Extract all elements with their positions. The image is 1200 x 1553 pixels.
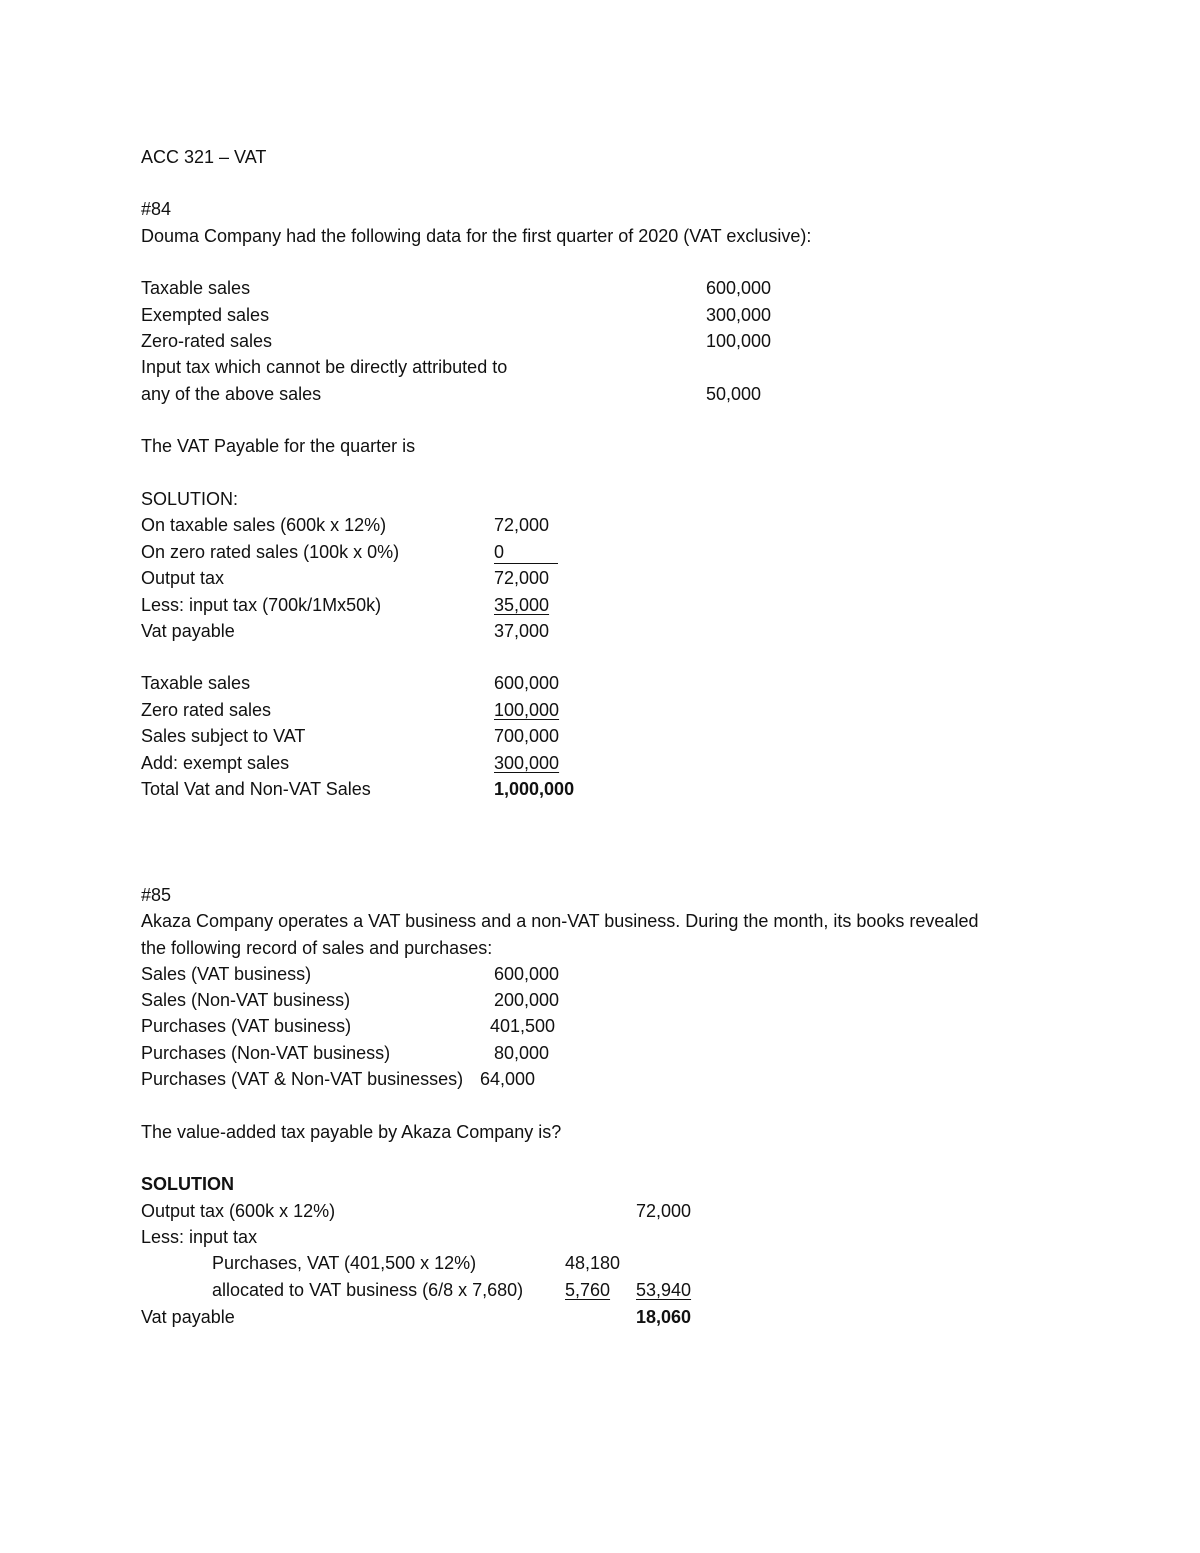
problem-84-question: Douma Company had the following data for the first quarter of 2020 (VAT exclusive): [141,226,812,246]
p84-data-value: 300,000 [706,305,772,325]
p85-data-label: Purchases (VAT business) [141,1016,352,1036]
p84-data-label: Input tax which cannot be directly attributed to [141,357,508,377]
p84-data-value: 600,000 [706,278,772,298]
p85-output-label: Output tax (600k x 12%) [141,1201,336,1221]
document-title: ACC 321 – VAT [141,147,267,167]
p84-allocation-value: 100,000 [494,700,560,720]
p84-data-label: Exempted sales [141,305,270,325]
p84-allocation-total: 1,000,000 [494,779,575,799]
p84-allocation-value: 300,000 [494,753,560,773]
problem-85-number: #85 [141,885,172,905]
problem-85-question-line2: the following record of sales and purchases: [141,938,493,958]
p84-solution-heading: SOLUTION: [141,489,239,509]
p84-data-label: Taxable sales [141,278,251,298]
p84-solution-value: 0 [494,541,558,564]
p85-allocated-label: allocated to VAT business (6/8 x 7,680) [212,1280,524,1300]
p85-output-value: 72,000 [636,1201,692,1221]
p84-solution-value: 35,000 [494,595,550,615]
p85-purchases-label: Purchases, VAT (401,500 x 12%) [212,1253,477,1273]
p84-solution-value: 37,000 [494,621,550,641]
p85-purchases-value: 48,180 [565,1253,621,1273]
p84-allocation-label: Total Vat and Non-VAT Sales [141,779,371,799]
p84-data-value: 50,000 [706,384,762,404]
p84-solution-label: Vat payable [141,621,235,641]
p84-solution-value: 72,000 [494,568,550,588]
p85-data-label: Purchases (Non-VAT business) [141,1043,391,1063]
p85-less-input-label: Less: input tax [141,1227,258,1247]
p85-prompt: The value-added tax payable by Akaza Company is? [141,1122,562,1142]
p84-solution-value: 72,000 [494,515,550,535]
p85-data-label: Purchases (VAT & Non-VAT businesses) [141,1069,464,1089]
p85-data-value: 64,000 [480,1069,536,1089]
p84-data-label: any of the above sales [141,384,322,404]
problem-85-question-line1: Akaza Company operates a VAT business and a non-VAT business. During the month, its books revealed [141,911,979,931]
p84-data-label: Zero-rated sales [141,331,273,351]
p85-data-label: Sales (Non-VAT business) [141,990,351,1010]
p84-solution-label: Less: input tax (700k/1Mx50k) [141,595,382,615]
p85-data-value: 80,000 [494,1043,550,1063]
p84-allocation-label: Sales subject to VAT [141,726,306,746]
p84-data-value: 100,000 [706,331,772,351]
p85-solution-heading: SOLUTION [141,1174,234,1194]
p84-allocation-label: Add: exempt sales [141,753,290,773]
p85-payable-label: Vat payable [141,1307,235,1327]
p85-data-value: 200,000 [494,990,560,1010]
p85-data-value: 401,500 [490,1016,556,1036]
p84-solution-label: Output tax [141,568,225,588]
p84-allocation-value: 700,000 [494,726,560,746]
p84-allocation-label: Zero rated sales [141,700,272,720]
p84-allocation-label: Taxable sales [141,673,251,693]
p84-prompt: The VAT Payable for the quarter is [141,436,416,456]
p85-allocated-value: 5,760 [565,1280,611,1300]
p84-solution-label: On zero rated sales (100k x 0%) [141,542,400,562]
problem-84-number: #84 [141,199,172,219]
p84-allocation-value: 600,000 [494,673,560,693]
p85-data-value: 600,000 [494,964,560,984]
p84-solution-label: On taxable sales (600k x 12%) [141,515,387,535]
p85-input-total: 53,940 [636,1280,692,1300]
p85-payable-value: 18,060 [636,1307,692,1327]
p85-data-label: Sales (VAT business) [141,964,312,984]
